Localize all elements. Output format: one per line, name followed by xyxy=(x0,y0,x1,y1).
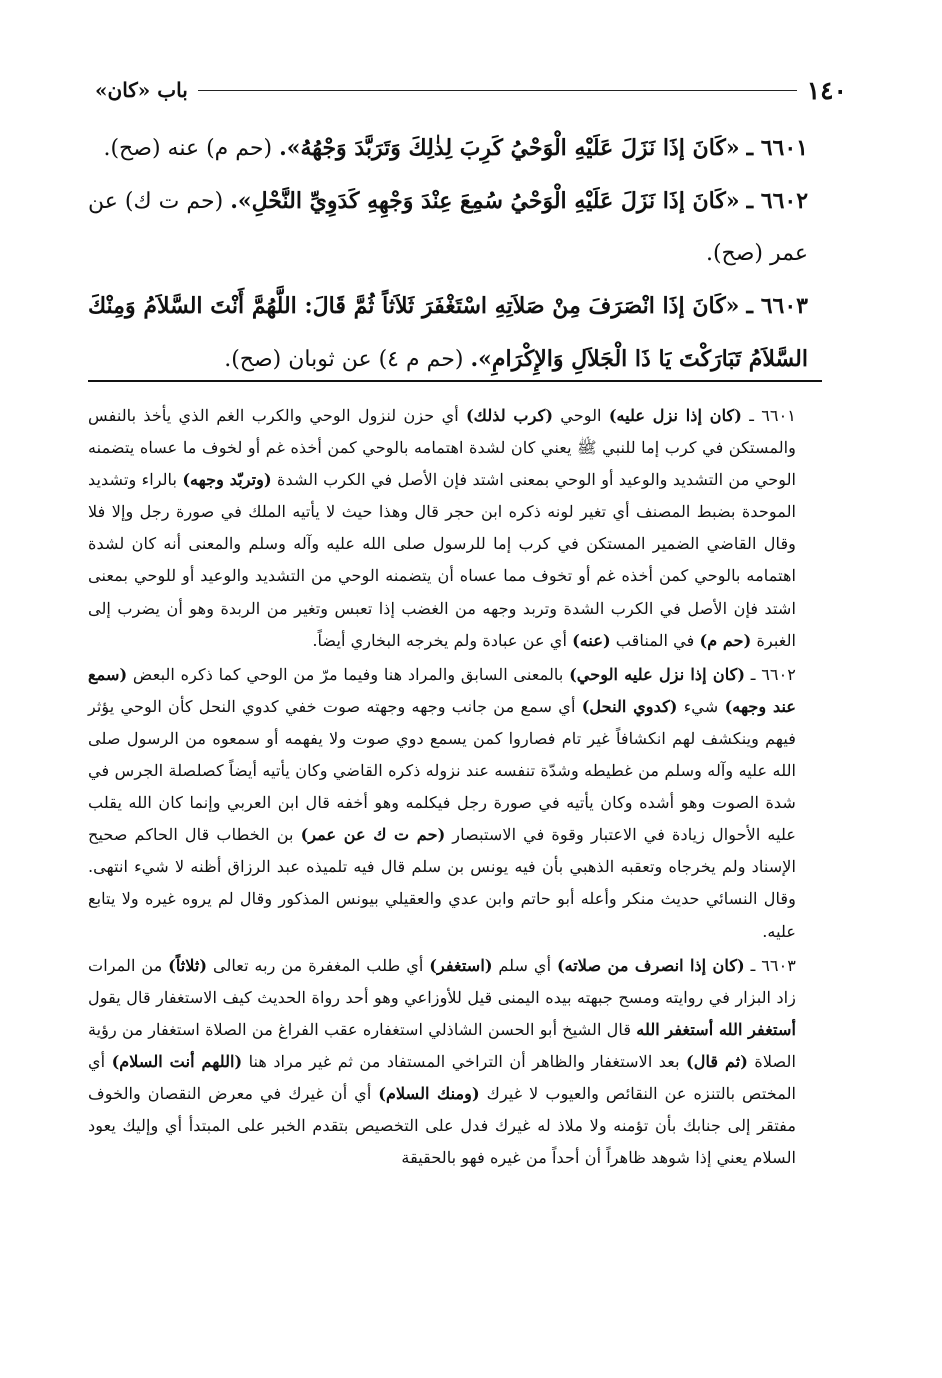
hadith-6602 xyxy=(88,175,808,280)
hadith-source: (حم م) عنه (صح). xyxy=(103,136,273,161)
page-header xyxy=(95,70,847,110)
hadith-6601 xyxy=(88,122,808,175)
hadith-number: ٦٦٠٣ ـ xyxy=(746,293,808,319)
hadith-text: «كَانَ إذَا نَزَلَ عَلَيْهِ الْوَحْيُ كَرِبَ لِذٰلِكَ وَتَرَبَّدَ وَجْهُهُ». xyxy=(279,135,740,161)
chapter-title: باب «كان» xyxy=(95,78,188,102)
commentary-term: (سمع عند وجهه) xyxy=(88,664,796,716)
commentary-term: (وتربّد وجهه) xyxy=(182,470,272,490)
commentary-term: (حم م) xyxy=(699,630,752,650)
commentary-term: (كان إذا انصرف من صلاته) xyxy=(556,955,745,975)
commentary-term: (كدوي النحل) xyxy=(581,696,678,716)
hadith-text: «كَانَ إذَا انْصَرَفَ مِنْ صَلاَتِهِ اسْتَغْفَرَ ثَلاَثاً ثُمَّ قَالَ: اللَّهُمَّ أَنْتَ السَّلاَمُ وَمِنْكَ السَّلاَمُ تَبَارَكْتَ يَا ذَا الْجَلاَلِ وَالإِكْرَامِ». xyxy=(88,293,808,372)
header-rule xyxy=(198,90,797,91)
commentary-segment: أي طلب المغفرة من ربه تعالى xyxy=(207,955,430,975)
commentary-segment: من المرات زاد البزار في روايته ومسح جبهته بيده اليمنى قيل للأوزاعي وهو أحد رواة الحديث كيف الاستغفار قال يقول xyxy=(88,955,796,1007)
commentary-segment: أي المختص بالتنزه عن النقائص والعيوب لا غيرك xyxy=(88,1051,796,1103)
commentary-segment: شيء xyxy=(677,696,725,716)
commentary-segment: بالمعنى السابق والمراد هنا وفيما مرّ من الوحي كما ذكره البعض xyxy=(127,664,570,684)
commentary-term: (حم ت ك عن عمر) xyxy=(300,825,446,845)
commentary-term: (عنه) xyxy=(572,630,611,650)
hadith-6603 xyxy=(88,280,808,386)
commentary-6602 xyxy=(88,659,796,948)
hadith-block xyxy=(88,122,808,386)
commentary-6603 xyxy=(88,950,796,1175)
commentary-segment: أي حزن لنزول الوحي والكرب الغم الذي يأخذ بالنفس والمستكن في كرب إما للنبي ﷺ يعني كان لشدة اهتمامه بالوحي كمن أخذه غم أو لخوف ما عساه يتضمنه الوحي من التشديد والوعيد أو الوحي بمعنى اشتد فإن الأصل في الكرب الشدة xyxy=(88,406,796,490)
commentary-segment: ٦٦٠١ ـ xyxy=(741,406,796,425)
hadith-number: ٦٦٠١ ـ xyxy=(746,135,808,161)
commentary-term: (ثم قال) xyxy=(686,1051,748,1071)
commentary-term: (استغفر) xyxy=(429,955,493,975)
commentary-segment: ٦٦٠٢ ـ xyxy=(745,664,796,684)
commentary-segment: الوحي xyxy=(552,406,609,425)
commentary-term: أستغفر الله أستغفر الله xyxy=(636,1019,797,1039)
hadith-text: «كَانَ إذَا نَزَلَ عَلَيْهِ الْوَحْيُ سُمِعَ عِنْدَ وَجْهِهِ كَدَوِيِّ النَّحْلِ». xyxy=(230,188,740,214)
commentary-segment: ٦٦٠٣ ـ xyxy=(744,955,796,975)
commentary-segment: بعد الاستغفار والظاهر أن التراخي المستفاد من ثم غير مراد هنا xyxy=(242,1051,687,1071)
commentary-term: (كان إذا نزل عليه الوحي) xyxy=(569,664,746,684)
commentary-term: (اللهم أنت السلام) xyxy=(111,1051,243,1071)
hadith-source: (حم م ٤) عن ثوبان (صح). xyxy=(224,347,464,372)
hadith-number: ٦٦٠٢ ـ xyxy=(746,188,809,214)
commentary-term: (ومنك السلام) xyxy=(378,1083,480,1103)
commentary-segment: بن الخطاب قال الحاكم صحيح الإسناد ولم يخرجاه وتعقبه الذهبي بأن فيه يونس بن سلم قال فيه تلميذه عبد الرزاق أظنه لا شيء انتهى. وقال النسائي حديث منكر وأعله أبو حاتم وابن عدي والعقيلي بيونس المذكور وقال لم يروه غيره ولا يتابع عليه. xyxy=(88,825,796,941)
page-number: ١٤٠ xyxy=(806,75,847,105)
commentary-segment: أي سمع من جانب وجهه وجهته صوت خفي كدوي النحل كأن الوحي يؤثر فيهم وينكشف لهم انكشافاً غير تام فصاروا كمن يسمع دوي صوت ولا يفهمه أو سمعوه من الرسول صلى الله عليه وآله وسلم من غطيطه وشدّة تنفسه عند نزوله ذكره القاضي وكان يأتيه أيضاً كصلصلة الجرس في شدة الصوت وهو أشده وكان يأتيه في صورة رجل فيكلمه وهو أخفه قال ابن العربي وإنما كان الله يقلب عليه الأحوال زيادة في الاعتبار وقوة في الاستبصار xyxy=(88,696,797,845)
commentary-segment: أي عن عبادة ولم يخرجه البخاري أيضاً. xyxy=(312,630,573,650)
commentary-term: (كرب لذلك) xyxy=(466,406,553,425)
commentary-segment: أي أن غيرك في معرض النقصان والخوف مفتقر إلى جنابك بأن تؤمنه ولا ملاذ له غيرك فدل على التخصيص بتقدم الخبر على المبتدأ أي وإليك يعود السلام يعني إذا شوهد ظاهراً أن أحداً من غيره فهو بالحقيقة xyxy=(88,1083,796,1168)
hadith-source: (حم ت ك) عن عمر (صح). xyxy=(88,189,808,266)
commentary-segment: في المناقب xyxy=(610,630,700,650)
commentary-segment: قال الشيخ أبو الحسن الشاذلي استغفاره عقب الفراغ من الصلاة استغفار من رؤية الصلاة xyxy=(88,1019,796,1071)
commentary-segment: بالراء وتشديد الموحدة بضبط المصنف أي تغير لونه ذكره ابن حجر قال وهذا حيث لا يأتيه الملك في صورة رجل وإلا فلا وقال القاضي الضمير المستكن في كرب إما للرسول صلى الله عليه وآله وسلم والمعنى أنه كان لشدة اهتمامه بالوحي كمن أخذه غم أو تخوف مما عساه أن يتضمنه الوحي من التشديد والوعيد أو للوحي بمعنى اشتد فإن الأصل في الكرب الشدة وتربد وجهه من الغضب إذا تعبس وتغير من الربدة وهو أن يضرب إلى الغبرة xyxy=(88,470,796,650)
commentary-term: (كان إذا نزل عليه) xyxy=(608,406,742,425)
section-divider xyxy=(88,380,822,382)
commentary-block xyxy=(88,400,796,1176)
commentary-segment: أي سلم xyxy=(492,955,557,975)
commentary-term: (ثلاثاً) xyxy=(168,955,208,975)
commentary-6601 xyxy=(88,400,796,657)
